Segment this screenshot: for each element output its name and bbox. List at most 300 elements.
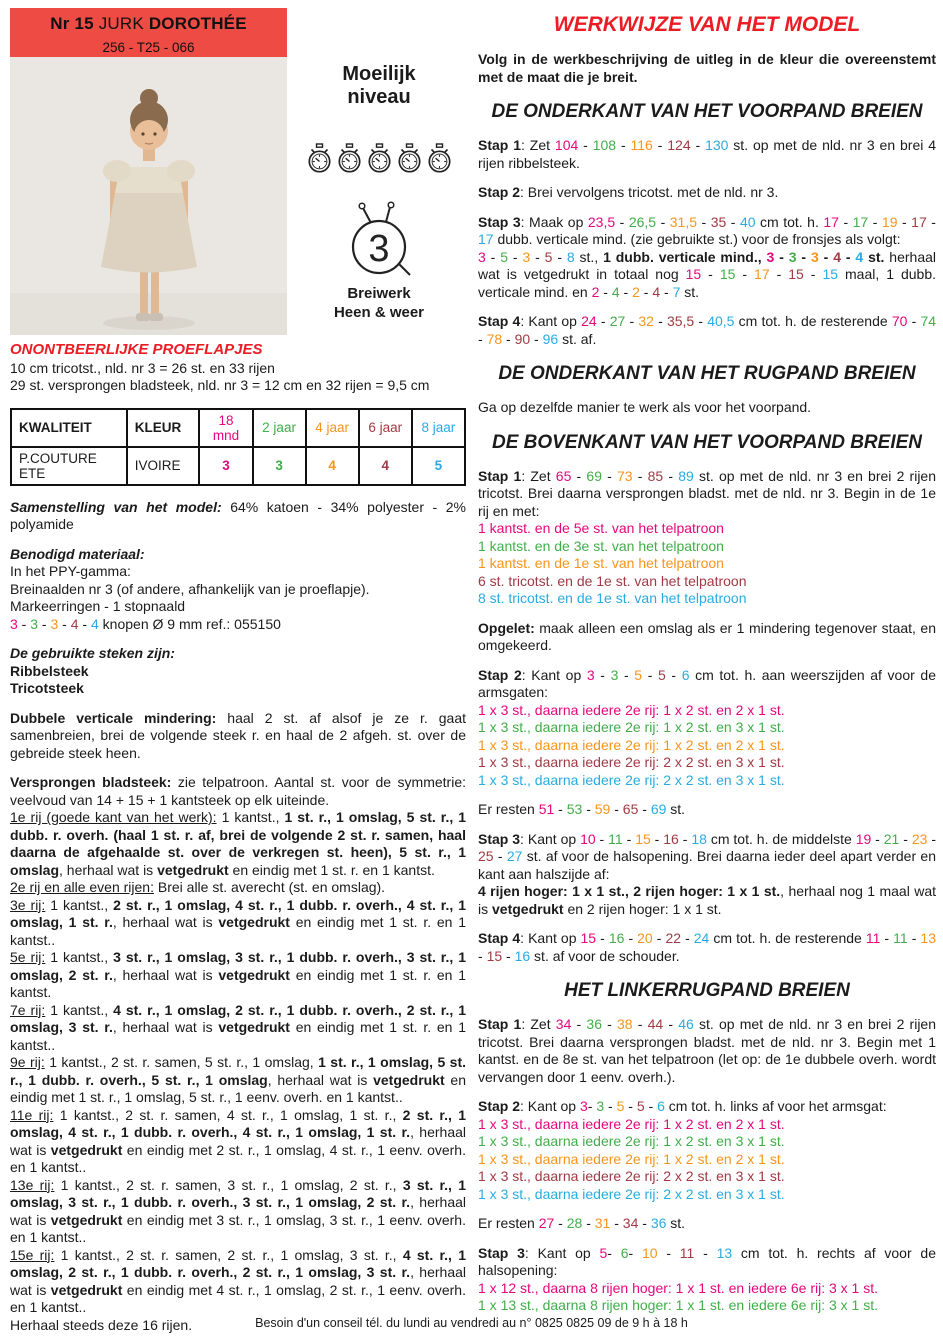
text-segment: 13 [716, 1244, 733, 1261]
paragraph [478, 719, 936, 737]
work-type-line2: Heen & weer [333, 303, 425, 321]
paragraph [478, 754, 936, 772]
text-segment: 16 [514, 947, 531, 964]
text-segment: 89 [678, 467, 694, 484]
text-segment: 4 [70, 615, 79, 632]
text-segment: 35 [710, 213, 727, 230]
table-cell: 3 [199, 447, 252, 485]
text-segment: 3 [788, 248, 797, 265]
paragraph: 1e rij (goede kant van het werk): 1 kantst., 1 st. r., 1 omslag, 5 st. r., 1 dubb. r. overh. (haal 1 st. r. af, brei de volgende 2 st. r. samen, haal daarna de afgehaalde st. over de verkregen st. heen), 5 st. r., 1 omslag, herhaal wat is vetgedrukt en eindig met 1 st. r. en 1 kantst. [10, 809, 466, 878]
text-segment: vetgedrukt [218, 1019, 290, 1036]
text-segment: Dubbele verticale mindering: [10, 709, 228, 726]
text-segment: 9e rij: [10, 1054, 45, 1071]
spacer [478, 965, 936, 977]
paragraph: Er resten 51 - 53 - 59 - 65 - 69 st. [478, 801, 686, 817]
paragraph [478, 590, 936, 608]
paragraph: Stap 4: Kant op 15 - 16 - 20 - 22 - 24 cm tot. h. de resterende 11 - 11 - 13 - 15 - 16 st. af voor de schouder. [478, 930, 936, 964]
text-segment: 7 [672, 283, 681, 300]
text-segment: 1 st. r., 1 omslag, 5 st. r., 1 dubb. r. overh., 5 st. r., 1 omslag [10, 1054, 467, 1088]
paragraph: Stap 3: Kant op 5- 6- 10 - 11 - 13 cm tot. h. rechts af voor de halsopening: [478, 1244, 936, 1278]
text-segment: 4 rijen hoger: 1 x 1 st., 2 rijen hoger: 1 x 1 st. [478, 883, 781, 899]
paragraph [478, 555, 936, 573]
paragraph [478, 1297, 936, 1315]
stopwatch-icon [366, 143, 393, 174]
text-segment: 3 [50, 615, 59, 632]
text-segment: DE ONDERKANT VAN HET RUGPAND BREIEN [498, 363, 916, 384]
text-segment: 27 [609, 313, 626, 329]
paragraph: 10 cm tricotst., nld. nr 3 = 26 st. en 33 rijen [10, 359, 275, 376]
paragraph [10, 663, 466, 681]
text-segment: 70 [891, 313, 908, 329]
text-segment: 31,5 [669, 213, 697, 230]
text-segment: vetgedrukt [50, 1141, 123, 1158]
model-photo-illustration [10, 57, 287, 335]
text-segment: 90 [514, 330, 531, 347]
paragraph: 29 st. versprongen bladsteek, nld. nr 3 = 12 cm en 32 rijen = 9,5 cm [10, 377, 430, 394]
text-segment: Stap 3 [478, 213, 521, 230]
paragraph: 3e rij: 1 kantst., 2 st. r., 1 omslag, 4 st. r., 1 dubb. r. overh., 4 st. r., 1 omslag, 1 st. r., herhaal wat is vetgedrukt en eindig met 1 st. r. en 1 kantst.. [10, 896, 467, 948]
text-segment: 1 x 3 st., daarna iedere 2e rij: 1 x 2 st. en 3 x 1 st. [478, 719, 785, 735]
section-heading [478, 977, 936, 1004]
text-segment: 1 x 3 st., daarna iedere 2e rij: 1 x 2 st. en 2 x 1 st. [478, 701, 785, 718]
paragraph [478, 772, 936, 790]
text-segment: 15 [486, 947, 503, 964]
paragraph: Stap 2: Brei vervolgens tricotst. met de nld. nr 3. [478, 184, 779, 200]
spacer [10, 633, 466, 645]
text-segment: 53 [566, 801, 583, 817]
spacer [478, 918, 936, 930]
text-segment: 19 [881, 213, 898, 230]
text-segment: 65 [622, 801, 639, 817]
spacer [478, 1233, 936, 1245]
spacer [10, 395, 466, 407]
text-segment: 40,5 [707, 313, 735, 329]
text-segment: ONONTBEERLIJKE PROEFLAPJES [10, 341, 263, 358]
text-segment: 85 [647, 467, 664, 484]
text-segment: - [774, 248, 789, 265]
text-segment: vetgedrukt [157, 861, 229, 878]
text-segment: 51 [538, 801, 555, 817]
text-segment: 1 kantst. en de 5e st. van het telpatroon [478, 520, 724, 536]
text-segment: 15 [580, 930, 597, 946]
left-column [10, 341, 466, 1334]
spacer [478, 456, 936, 468]
paragraph: Dubbele verticale mindering: haal 2 st. af alsof je ze r. gaat samenbreien, brei de volgende steek r. en haal de 2 afgeh. st. over de gebreide steek heen. [10, 709, 466, 761]
table-cell: 3 [253, 447, 306, 485]
text-segment: 34 [555, 1016, 572, 1032]
text-segment: 6 [620, 1244, 629, 1261]
text-segment: 78 [486, 330, 503, 347]
spacer [478, 789, 936, 801]
text-segment: 4 [833, 248, 841, 265]
stopwatch-icon [306, 143, 333, 174]
text-segment: 15 [719, 266, 736, 282]
text-segment: Opgelet: [478, 619, 535, 636]
text-segment: 4 [611, 283, 620, 300]
text-segment: 1 kantst. en de 3e st. van het telpatroon [478, 537, 724, 554]
paragraph: Opgelet: maak alleen een omslag als er 1 mindering tegenover staat, en omgekeerd. [478, 619, 936, 653]
text-segment: 3 [30, 615, 39, 632]
difficulty-label [298, 63, 460, 109]
text-segment: 10 [642, 1244, 658, 1261]
text-segment: 24 [581, 313, 597, 329]
text-segment: 3e rij: [10, 896, 46, 913]
text-segment: 130 [705, 137, 729, 153]
spacer [478, 172, 936, 184]
section-heading [478, 429, 936, 456]
text-segment: 23 [911, 830, 928, 847]
text-segment: 6 [681, 666, 690, 683]
text-segment: 18 [691, 830, 707, 847]
paragraph: 9e rij: 1 kantst., 2 st. r. samen, 5 st. r., 1 omslag, 1 st. r., 1 omslag, 5 st. r., 1 dubb. r. overh., 5 st. r., 1 omslag, herhaal wat is vetgedrukt en eindig met 1 st. r., 1 omslag, 5 st. r., 1 eenv. overh. en 1 kantst.. [10, 1054, 467, 1106]
text-segment: Volg in de werkbeschrijving de uitleg in de kleur die overeenstemt met de maat die je breit. [478, 51, 936, 85]
text-segment: - [840, 248, 856, 265]
text-segment: 11e rij: [10, 1106, 54, 1123]
text-segment: 104 [554, 137, 579, 153]
text-segment: 1 st. r., 1 omslag, 5 st. r., 1 dubb. r. overh. (haal 1 st. r. af, brei de volgende 2 st. r. samen, haal daarna de afgehaalde st. over de verkregen st. heen), 5 st. r., 1 omslag [10, 809, 466, 878]
text-segment: 1 x 13 st., daarna 8 rijen hoger: 1 x 1 st. en iedere 6e rij: 3 x 1 st. [478, 1297, 878, 1313]
text-segment: 3 [596, 1098, 605, 1114]
table-header-cell: KLEUR [127, 409, 200, 447]
footer-help-line: Besoin d'un conseil tél. du lundi au vendredi au n° 0825 0825 09 de 9 h à 18 h [255, 1316, 688, 1330]
text-segment: vetgedrukt [373, 1071, 445, 1088]
difficulty-line2: niveau [347, 86, 411, 108]
text-segment: vetgedrukt [50, 1281, 123, 1298]
text-segment: 65 [555, 467, 572, 484]
text-segment: 5 [599, 1244, 608, 1261]
sizes-table [10, 408, 466, 486]
pattern-header [10, 8, 287, 57]
spacer [478, 417, 936, 429]
paragraph: Stap 1: Zet 104 - 108 - 116 - 124 - 130 st. op met de nld. nr 3 en brei 4 rijen ribbelsteek. [478, 137, 937, 171]
text-segment: 35,5 [666, 313, 695, 329]
text-segment: 27 [506, 848, 523, 864]
text-segment: 6 st. tricotst. en de 1e st. van het telpatroon [478, 572, 747, 589]
paragraph: Breinaalden nr 3 (of andere, afhankelijk van je proeflapje). [10, 580, 370, 597]
text-segment: 74 [920, 313, 937, 329]
text-segment: Stap 1 [478, 467, 522, 484]
text-segment: 4 [652, 283, 661, 300]
text-segment: Stap 2 [478, 184, 521, 200]
text-segment: 15 [685, 266, 702, 282]
paragraph [478, 520, 936, 538]
paragraph [478, 51, 936, 86]
text-segment: 7e rij: [10, 1001, 46, 1018]
paragraph [478, 737, 936, 755]
text-segment: 1e rij (goede kant van het werk): [10, 809, 217, 826]
text-segment: 3 [522, 248, 531, 265]
spacer [478, 86, 936, 98]
text-segment: 5 [500, 248, 509, 265]
text-segment: 20 [637, 930, 653, 946]
text-segment: 5 [636, 1098, 645, 1114]
text-segment: 73 [617, 467, 633, 484]
text-segment: 5 [634, 666, 643, 683]
text-segment: 15 [788, 266, 804, 282]
info-badges [298, 57, 460, 335]
text-segment: DE BOVENKANT VAN HET VOORPAND BREIEN [492, 431, 922, 453]
text-segment: 1 x 3 st., daarna iedere 2e rij: 2 x 2 st. en 3 x 1 st. [478, 1185, 785, 1202]
table-cell: P.COUTURE ETE [11, 447, 127, 485]
text-segment: 17 [852, 213, 869, 230]
text-segment: 5 [544, 248, 553, 265]
text-segment: 22 [665, 930, 682, 946]
text-segment: 46 [678, 1016, 694, 1032]
paragraph: Stap 2: Kant op 3- 3 - 5 - 5 - 6 cm tot. h. links af voor het armsgat: [478, 1098, 887, 1114]
text-segment: 3 [579, 1098, 588, 1114]
text-segment: 6 [657, 1098, 665, 1114]
text-segment: 8 [566, 248, 575, 265]
text-segment: st. [863, 248, 885, 265]
text-segment: 5 [657, 666, 666, 683]
table-cell: 4 [306, 447, 359, 485]
text-segment: 1 dubb. verticale mind., [603, 248, 767, 265]
table-header-cell: 8 jaar [412, 409, 465, 447]
text-segment: 40 [739, 213, 756, 230]
text-segment: 116 [630, 137, 653, 153]
text-segment: 36 [586, 1016, 602, 1032]
text-segment: vetgedrukt [218, 966, 290, 983]
text-segment: 13 [920, 930, 936, 946]
text-segment: 16 [663, 830, 679, 847]
text-segment: 23,5 [587, 213, 616, 230]
text-segment: 4 [855, 248, 864, 265]
text-segment: 69 [586, 467, 602, 484]
paragraph [478, 1186, 936, 1204]
table-header-row [11, 409, 465, 447]
paragraph: Er resten 27 - 28 - 31 - 34 - 36 st. [478, 1215, 686, 1231]
text-segment: vetgedrukt [50, 1211, 123, 1228]
section-heading [478, 360, 936, 387]
stopwatch-icon [396, 143, 423, 174]
paragraph: Versprongen bladsteek: zie telpatroon. Aantal st. voor de symmetrie: veelvoud van 14 + 15 + 1 kantsteek op elk uiteinde. [10, 774, 466, 808]
text-segment: 13e rij: [10, 1176, 55, 1193]
text-segment: 11 [865, 930, 881, 946]
paragraph: Stap 1: Zet 65 - 69 - 73 - 85 - 89 st. op met de nld. nr 3 en brei 2 rijen tricotst. Brei daarna versprongen bladst. met de nld. nr 3. Begin in de 1e rij en met: [478, 467, 937, 519]
text-segment: 26,5 [628, 213, 657, 230]
text-segment: 38 [617, 1016, 633, 1032]
text-segment: - [796, 248, 811, 265]
table-header-cell: 18 mnd [199, 409, 252, 447]
text-segment: 1 x 3 st., daarna iedere 2e rij: 2 x 2 st. en 3 x 1 st. [478, 754, 785, 770]
paragraph: 2e rij en alle even rijen: Brei alle st. averecht (st. en omslag). [10, 879, 386, 896]
spacer [478, 202, 936, 214]
paragraph [478, 538, 936, 556]
text-segment: Ribbelsteek [10, 662, 89, 679]
table-row [11, 447, 465, 485]
text-segment: 11 [608, 830, 623, 847]
text-segment: 34 [622, 1215, 639, 1231]
paragraph: Stap 3: Kant op 10 - 11 - 15 - 16 - 18 cm tot. h. de middelste 19 - 21 - 23 - 25 - 27 st. af voor de halsopening. Brei daarna ieder deel apart verder en kant aan halszijde af: [478, 830, 936, 882]
paragraph: 3 - 3 - 3 - 4 - 4 knopen Ø 9 mm ref.: 055150 [10, 615, 281, 632]
text-segment: Stap 4 [478, 930, 521, 946]
time-rating [298, 143, 460, 174]
text-segment: 3 [810, 248, 819, 265]
table-header-cell: 4 jaar [306, 409, 359, 447]
model-photo [10, 57, 287, 335]
paragraph [478, 573, 936, 591]
paragraph [478, 1133, 936, 1151]
text-segment: Nr 15 [50, 14, 99, 33]
difficulty-line1: Moeilijk [342, 63, 416, 85]
spacer [478, 387, 936, 399]
text-segment: 24 [693, 930, 710, 946]
paragraph: Samenstelling van het model: 64% katoen - 34% polyester - 2% polyamide [10, 498, 466, 533]
paragraph: 11e rij: 1 kantst., 2 st. r. samen, 4 st. r., 1 omslag, 1 st. r., 2 st. r., 1 omslag, 4 st. r., 1 dubb. r. overh., 4 st. r., 1 omslag, 1 st. r., herhaal wat is vetgedrukt en eindig met 2 st. r., 1 omslag, 4 st. r., 1 eenv. overh. en 1 kantst.. [10, 1106, 467, 1176]
text-segment: Versprongen bladsteek: [10, 774, 178, 791]
spacer [10, 698, 466, 710]
text-segment: vetgedrukt [218, 914, 290, 931]
spacer [478, 348, 936, 360]
table-cell: 5 [412, 447, 465, 485]
paragraph: Stap 3: Maak op 23,5 - 26,5 - 31,5 - 35 - 40 cm tot. h. 17 - 17 - 19 - 17 - 17 dubb. verticale mind. (zie gebruikte st.) voor de fronsjes als volgt: [478, 213, 936, 247]
text-segment: 2 st. r., 1 omslag, 4 st. r., 1 dubb. r. overh., 4 st. r., 1 omslag, 1 st. r. [10, 1106, 466, 1141]
text-segment: 17 [478, 231, 494, 247]
text-segment: 1 x 12 st., daarna 8 rijen hoger: 1 x 1 st. en iedere 6e rij: 3 x 1 st. [478, 1279, 878, 1296]
right-column [478, 10, 936, 1315]
pattern-code: 256 - T25 - 066 [102, 40, 195, 55]
table-header-cell: 2 jaar [253, 409, 306, 447]
text-segment: 5 [616, 1098, 625, 1114]
spacer [478, 819, 936, 831]
text-segment: 25 [478, 848, 494, 864]
text-segment: 17 [823, 213, 839, 230]
text-segment: 96 [542, 330, 559, 347]
paragraph [10, 546, 466, 564]
paragraph: Stap 4: Kant op 24 - 27 - 32 - 35,5 - 40,5 cm tot. h. de resterende 70 - 74 - 78 - 90 - 96 st. af. [478, 313, 937, 347]
text-segment: DOROTHÉE [148, 14, 247, 33]
text-segment: Samenstelling van het model: [10, 498, 231, 515]
text-segment: 1 x 3 st., daarna iedere 2e rij: 2 x 2 st. en 3 x 1 st. [478, 1168, 785, 1184]
text-segment: 59 [594, 801, 611, 817]
paragraph: 15e rij: 1 kantst., 2 st. r. samen, 2 st. r., 1 omslag, 3 st. r., 4 st. r., 1 omslag, 2 st. r., 1 dubb. r. overh., 2 st. r., 1 omslag, 3 st. r., herhaal wat is vetgedrukt en eindig met 4 st. r., 1 omslag, 2 st. r., 1 eenv. overh. en 1 kantst.. [10, 1246, 467, 1316]
table-cell: 4 [359, 447, 412, 485]
paragraph: 13e rij: 1 kantst., 2 st. r. samen, 3 st. r., 1 omslag, 2 st. r., 3 st. r., 1 omslag, 3 st. r., 1 dubb. r. overh., 3 st. r., 1 omslag, 2 st. r., herhaal wat is vetgedrukt en eindig met 3 st. r., 1 omslag, 3 st. r., 1 eenv. overh. en 1 kantst.. [10, 1176, 467, 1246]
pattern-title [10, 14, 287, 34]
paragraph: 5e rij: 1 kantst., 3 st. r., 1 omslag, 3 st. r., 1 dubb. r. overh., 3 st. r., 1 omslag, 2 st. r., herhaal wat is vetgedrukt en eindig met 1 st. r. en 1 kantst. [10, 949, 467, 1001]
text-segment: Stap 4 [478, 313, 521, 329]
paragraph: Ga op dezelfde manier te werk als voor het voorpand. [478, 399, 812, 415]
text-segment: 15 [635, 830, 651, 847]
text-segment: Stap 3 [478, 830, 521, 847]
paragraph [478, 1168, 936, 1186]
needle-size-gauge [336, 201, 422, 281]
text-segment: JURK [98, 14, 149, 33]
text-segment: 44 [647, 1016, 664, 1032]
spacer [478, 301, 936, 313]
paragraph: 3 - 5 - 3 - 5 - 8 st., 1 dubb. verticale mind., 3 - 3 - 3 - 4 - 4 st. herhaal wat is vetgedrukt in totaal nog 15 - 15 - 17 - 15 - 15 maal, 1 dubb. verticale mind. en 2 - 4 - 2 - 4 - 7 st. [478, 248, 936, 300]
stopwatch-icon [426, 143, 453, 174]
paragraph: 4 rijen hoger: 1 x 1 st., 2 rijen hoger: 1 x 1 st., herhaal nog 1 maal wat is vetgedrukt en 2 rijen hoger: 1 x 1 st. [478, 883, 936, 917]
text-segment: Stap 3 [478, 1244, 525, 1261]
text-segment: vetgedrukt [492, 900, 564, 917]
text-segment: Benodigd materiaal: [10, 545, 145, 562]
work-type-line1: Breiwerk [347, 285, 411, 302]
text-segment: Stap 1 [478, 1016, 522, 1032]
paragraph: 7e rij: 1 kantst., 4 st. r., 1 omslag, 2 st. r., 1 dubb. r. overh., 2 st. r., 1 omslag, 3 st. r., herhaal wat is vetgedrukt en eindig met 1 st. r. en 1 kantst.. [10, 1001, 467, 1053]
text-segment: 3 [610, 666, 619, 683]
paragraph: Herhaal steeds deze 16 rijen. [10, 1316, 193, 1333]
section-heading [478, 98, 936, 125]
table-cell: IVOIRE [127, 447, 200, 485]
text-segment: 1 x 3 st., daarna iedere 2e rij: 1 x 2 st. en 2 x 1 st. [478, 1150, 785, 1167]
text-segment: Stap 1 [478, 137, 522, 153]
text-segment: 2 st. r., 1 omslag, 4 st. r., 1 dubb. r. overh., 4 st. r., 1 omslag, 1 st. r. [10, 896, 467, 931]
spacer [478, 39, 936, 51]
text-segment: DE ONDERKANT VAN HET VOORPAND BREIEN [491, 101, 923, 122]
text-segment: 31 [594, 1215, 611, 1231]
text-segment: 17 [911, 213, 927, 230]
spacer [478, 1086, 936, 1098]
subsection-heading [10, 341, 466, 360]
text-segment: 4 st. r., 1 omslag, 2 st. r., 1 dubb. r. overh., 2 st. r., 1 omslag, 3 st. r. [10, 1246, 466, 1281]
spacer [10, 762, 466, 774]
paragraph: Markeerringen - 1 stopnaald [10, 598, 186, 615]
spacer [10, 534, 466, 546]
text-segment: 2 [632, 283, 640, 300]
paragraph [478, 702, 936, 720]
text-segment: 2 [591, 283, 600, 300]
spacer [478, 1004, 936, 1016]
paragraph [10, 645, 466, 663]
text-segment: 21 [883, 830, 900, 847]
text-segment: 10 [580, 830, 596, 847]
text-segment: 3 [478, 248, 486, 265]
text-segment: 1 x 3 st., daarna iedere 2e rij: 2 x 2 st. en 3 x 1 st. [478, 771, 785, 788]
text-segment: 3 [586, 666, 595, 683]
text-segment: WERKWIJZE VAN HET MODEL [553, 13, 861, 36]
text-segment: 3 [766, 248, 775, 265]
text-segment: 11 [679, 1244, 695, 1261]
text-segment: 17 [754, 266, 770, 282]
text-segment: 69 [650, 801, 667, 817]
text-segment: Stap 2 [478, 666, 522, 683]
text-segment: 3 [10, 615, 18, 632]
text-segment: 4 st. r., 1 omslag, 2 st. r., 1 dubb. r. overh., 2 st. r., 1 omslag, 3 st. r. [10, 1001, 467, 1036]
spacer [478, 608, 936, 620]
paragraph [10, 680, 466, 698]
text-segment: HET LINKERRUGPAND BREIEN [564, 980, 850, 1001]
paragraph [478, 1151, 936, 1169]
text-segment: 16 [608, 930, 625, 946]
spacer [478, 1203, 936, 1215]
paragraph [478, 1280, 936, 1298]
spacer [478, 125, 936, 137]
needle-size-number: 3 [368, 228, 390, 270]
text-segment: 4 [91, 615, 99, 632]
text-segment: Tricotsteek [10, 680, 84, 697]
needle-size-icon [298, 201, 460, 281]
text-segment: 8 st. tricotst. en de 1e st. van het telpatroon [478, 590, 747, 606]
text-segment: 32 [638, 313, 654, 329]
text-segment: 1 x 3 st., daarna iedere 2e rij: 1 x 2 st. en 2 x 1 st. [478, 1115, 785, 1132]
main-heading [478, 10, 936, 39]
paragraph: Stap 2: Kant op 3 - 3 - 5 - 5 - 6 cm tot. h. aan weerszijden af voor de armsgaten: [478, 666, 936, 700]
text-segment: 1 x 3 st., daarna iedere 2e rij: 1 x 2 st. en 2 x 1 st. [478, 736, 785, 753]
text-segment: De gebruikte steken zijn: [10, 645, 175, 662]
text-segment: 15 [822, 266, 839, 282]
table-header-cell: KWALITEIT [11, 409, 127, 447]
text-segment: 3 st. r., 1 omslag, 3 st. r., 1 dubb. r. overh., 3 st. r., 1 omslag, 2 st. r. [10, 1176, 466, 1211]
paragraph: Stap 1: Zet 34 - 36 - 38 - 44 - 46 st. op met de nld. nr 3 en brei 2 rijen tricotst. Brei daarna versprongen bladst. met de nld. nr 3. Begin met 1 kantst. en de 8e st. van het telpatroon (let op: de 1e dubbele overh. wordt vervangen door 1 eenv. overh.). [478, 1016, 937, 1085]
text-segment: 19 [855, 830, 872, 847]
text-segment: 1 kantst. en de 1e st. van het telpatroon [478, 555, 724, 571]
text-segment: 36 [650, 1215, 667, 1231]
text-segment: 28 [566, 1215, 583, 1231]
text-segment: 108 [592, 137, 617, 153]
text-segment: 124 [667, 137, 691, 153]
text-segment: 2e rij en alle even rijen: [10, 879, 154, 896]
